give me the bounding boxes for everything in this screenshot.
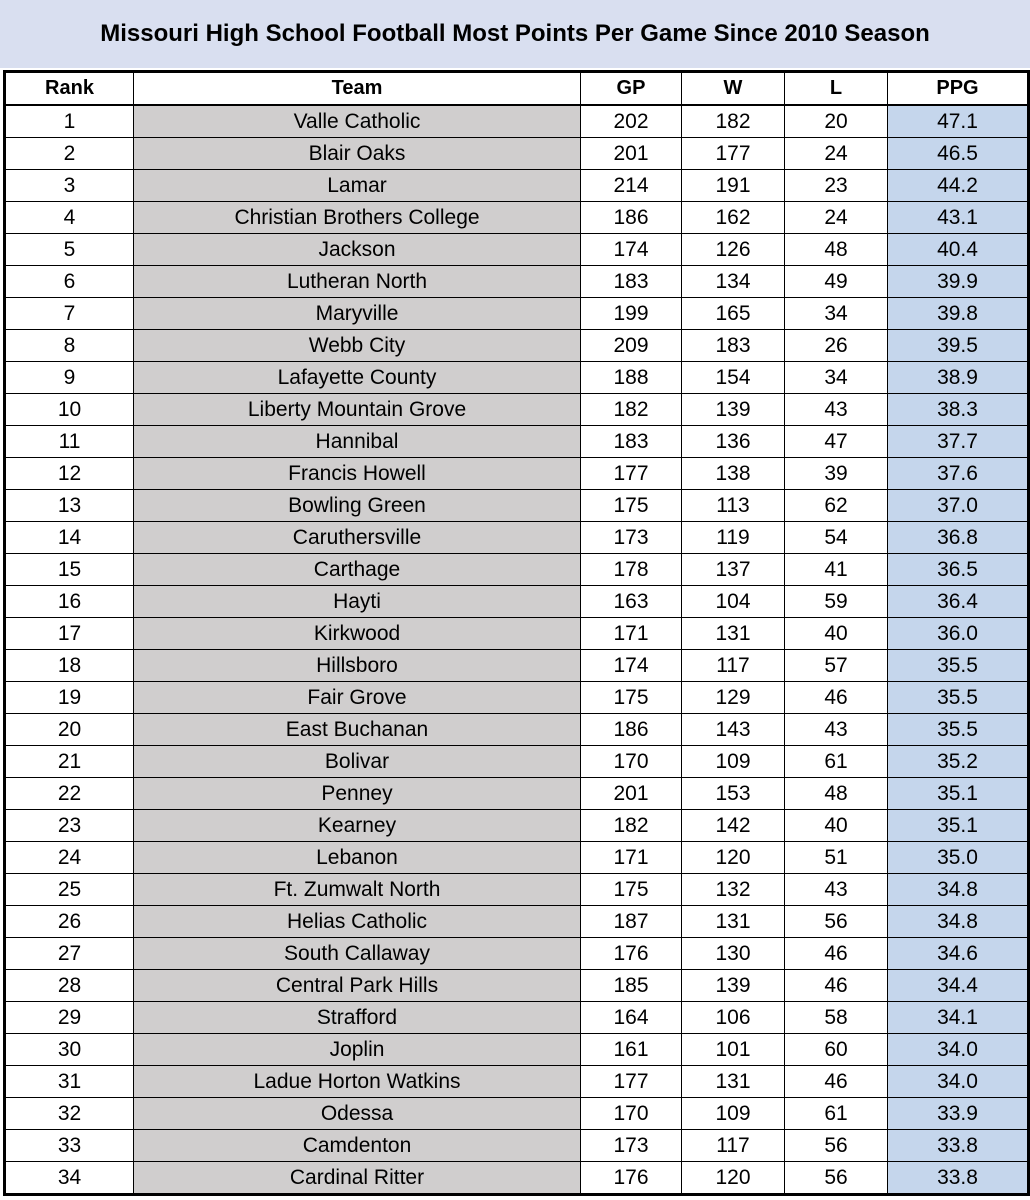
rank-cell: 2	[5, 138, 134, 170]
losses-cell: 48	[785, 234, 888, 266]
team-cell: Kirkwood	[134, 618, 581, 650]
ppg-cell: 35.1	[888, 810, 1029, 842]
ppg-cell: 35.5	[888, 714, 1029, 746]
ppg-cell: 40.4	[888, 234, 1029, 266]
table-row	[5, 650, 1029, 682]
team-cell: Camdenton	[134, 1130, 581, 1162]
table-row	[5, 714, 1029, 746]
stats-table-container	[3, 70, 1027, 1196]
team-cell: Kearney	[134, 810, 581, 842]
ppg-cell: 33.8	[888, 1162, 1029, 1195]
table-row	[5, 1002, 1029, 1034]
header-l: L	[785, 72, 888, 106]
rank-cell: 31	[5, 1066, 134, 1098]
losses-cell: 43	[785, 874, 888, 906]
table-row	[5, 1066, 1029, 1098]
rank-cell: 30	[5, 1034, 134, 1066]
rank-cell: 9	[5, 362, 134, 394]
ppg-cell: 33.8	[888, 1130, 1029, 1162]
team-cell: Fair Grove	[134, 682, 581, 714]
gp-cell: 199	[581, 298, 682, 330]
ppg-cell: 34.1	[888, 1002, 1029, 1034]
table-row	[5, 618, 1029, 650]
table-row	[5, 874, 1029, 906]
rank-cell: 4	[5, 202, 134, 234]
team-cell: Carthage	[134, 554, 581, 586]
table-row	[5, 170, 1029, 202]
ppg-cell: 47.1	[888, 105, 1029, 138]
rank-cell: 11	[5, 426, 134, 458]
table-row	[5, 810, 1029, 842]
gp-cell: 182	[581, 810, 682, 842]
table-row	[5, 105, 1029, 138]
gp-cell: 174	[581, 650, 682, 682]
gp-cell: 202	[581, 105, 682, 138]
gp-cell: 174	[581, 234, 682, 266]
gp-cell: 187	[581, 906, 682, 938]
gp-cell: 182	[581, 394, 682, 426]
wins-cell: 117	[682, 650, 785, 682]
table-row	[5, 394, 1029, 426]
gp-cell: 183	[581, 266, 682, 298]
team-cell: Bolivar	[134, 746, 581, 778]
losses-cell: 34	[785, 362, 888, 394]
rank-cell: 16	[5, 586, 134, 618]
gp-cell: 170	[581, 1098, 682, 1130]
wins-cell: 109	[682, 746, 785, 778]
wins-cell: 142	[682, 810, 785, 842]
losses-cell: 61	[785, 1098, 888, 1130]
team-cell: Lebanon	[134, 842, 581, 874]
ppg-cell: 36.0	[888, 618, 1029, 650]
page-title: Missouri High School Football Most Points Per Game Since 2010 Season	[0, 0, 1030, 68]
team-cell: Blair Oaks	[134, 138, 581, 170]
table-row	[5, 266, 1029, 298]
team-cell: Ft. Zumwalt North	[134, 874, 581, 906]
rank-cell: 3	[5, 170, 134, 202]
team-cell: East Buchanan	[134, 714, 581, 746]
losses-cell: 46	[785, 938, 888, 970]
table-row	[5, 234, 1029, 266]
table-row	[5, 330, 1029, 362]
rank-cell: 8	[5, 330, 134, 362]
table-body	[5, 105, 1029, 1195]
gp-cell: 161	[581, 1034, 682, 1066]
wins-cell: 154	[682, 362, 785, 394]
gp-cell: 175	[581, 682, 682, 714]
team-cell: Jackson	[134, 234, 581, 266]
wins-cell: 153	[682, 778, 785, 810]
team-cell: Hannibal	[134, 426, 581, 458]
losses-cell: 43	[785, 714, 888, 746]
rank-cell: 22	[5, 778, 134, 810]
wins-cell: 138	[682, 458, 785, 490]
ppg-cell: 34.8	[888, 906, 1029, 938]
ppg-cell: 36.8	[888, 522, 1029, 554]
wins-cell: 191	[682, 170, 785, 202]
wins-cell: 165	[682, 298, 785, 330]
table-row	[5, 138, 1029, 170]
losses-cell: 26	[785, 330, 888, 362]
gp-cell: 175	[581, 490, 682, 522]
table-row	[5, 842, 1029, 874]
losses-cell: 46	[785, 1066, 888, 1098]
gp-cell: 163	[581, 586, 682, 618]
wins-cell: 109	[682, 1098, 785, 1130]
gp-cell: 170	[581, 746, 682, 778]
ppg-cell: 35.0	[888, 842, 1029, 874]
gp-cell: 171	[581, 618, 682, 650]
table-row	[5, 1162, 1029, 1195]
team-cell: Liberty Mountain Grove	[134, 394, 581, 426]
losses-cell: 39	[785, 458, 888, 490]
rank-cell: 12	[5, 458, 134, 490]
table-row	[5, 362, 1029, 394]
table-row	[5, 426, 1029, 458]
losses-cell: 40	[785, 810, 888, 842]
rank-cell: 1	[5, 105, 134, 138]
table-row	[5, 1034, 1029, 1066]
losses-cell: 47	[785, 426, 888, 458]
gp-cell: 201	[581, 138, 682, 170]
losses-cell: 59	[785, 586, 888, 618]
wins-cell: 139	[682, 394, 785, 426]
losses-cell: 56	[785, 1130, 888, 1162]
rank-cell: 14	[5, 522, 134, 554]
gp-cell: 164	[581, 1002, 682, 1034]
team-cell: Webb City	[134, 330, 581, 362]
rank-cell: 32	[5, 1098, 134, 1130]
losses-cell: 46	[785, 682, 888, 714]
team-cell: Francis Howell	[134, 458, 581, 490]
team-cell: Helias Catholic	[134, 906, 581, 938]
team-cell: Lutheran North	[134, 266, 581, 298]
wins-cell: 129	[682, 682, 785, 714]
rank-cell: 15	[5, 554, 134, 586]
losses-cell: 60	[785, 1034, 888, 1066]
losses-cell: 23	[785, 170, 888, 202]
team-cell: Lamar	[134, 170, 581, 202]
gp-cell: 176	[581, 1162, 682, 1195]
ppg-cell: 39.5	[888, 330, 1029, 362]
losses-cell: 46	[785, 970, 888, 1002]
ppg-cell: 35.1	[888, 778, 1029, 810]
wins-cell: 183	[682, 330, 785, 362]
losses-cell: 56	[785, 906, 888, 938]
losses-cell: 24	[785, 202, 888, 234]
team-cell: Christian Brothers College	[134, 202, 581, 234]
ppg-cell: 34.6	[888, 938, 1029, 970]
ppg-cell: 43.1	[888, 202, 1029, 234]
wins-cell: 143	[682, 714, 785, 746]
rank-cell: 34	[5, 1162, 134, 1195]
rank-cell: 10	[5, 394, 134, 426]
ppg-cell: 46.5	[888, 138, 1029, 170]
gp-cell: 177	[581, 1066, 682, 1098]
ppg-cell: 35.5	[888, 682, 1029, 714]
rank-cell: 24	[5, 842, 134, 874]
gp-cell: 186	[581, 202, 682, 234]
ppg-cell: 33.9	[888, 1098, 1029, 1130]
gp-cell: 178	[581, 554, 682, 586]
header-row	[5, 72, 1029, 106]
wins-cell: 126	[682, 234, 785, 266]
wins-cell: 162	[682, 202, 785, 234]
table-row	[5, 298, 1029, 330]
team-cell: Caruthersville	[134, 522, 581, 554]
ppg-cell: 34.0	[888, 1066, 1029, 1098]
ppg-cell: 35.5	[888, 650, 1029, 682]
team-cell: Valle Catholic	[134, 105, 581, 138]
gp-cell: 177	[581, 458, 682, 490]
rank-cell: 18	[5, 650, 134, 682]
rank-cell: 5	[5, 234, 134, 266]
losses-cell: 48	[785, 778, 888, 810]
wins-cell: 120	[682, 842, 785, 874]
rank-cell: 26	[5, 906, 134, 938]
wins-cell: 104	[682, 586, 785, 618]
losses-cell: 54	[785, 522, 888, 554]
team-cell: Bowling Green	[134, 490, 581, 522]
rank-cell: 20	[5, 714, 134, 746]
stats-table	[3, 70, 1030, 1196]
ppg-cell: 35.2	[888, 746, 1029, 778]
losses-cell: 56	[785, 1162, 888, 1195]
rank-cell: 29	[5, 1002, 134, 1034]
table-row	[5, 522, 1029, 554]
team-cell: Cardinal Ritter	[134, 1162, 581, 1195]
table-row	[5, 746, 1029, 778]
ppg-cell: 37.6	[888, 458, 1029, 490]
rank-cell: 19	[5, 682, 134, 714]
wins-cell: 177	[682, 138, 785, 170]
wins-cell: 130	[682, 938, 785, 970]
gp-cell: 173	[581, 1130, 682, 1162]
wins-cell: 119	[682, 522, 785, 554]
header-rank: Rank	[5, 72, 134, 106]
team-cell: Hayti	[134, 586, 581, 618]
wins-cell: 137	[682, 554, 785, 586]
table-row	[5, 1130, 1029, 1162]
gp-cell: 175	[581, 874, 682, 906]
wins-cell: 131	[682, 906, 785, 938]
gp-cell: 209	[581, 330, 682, 362]
table-row	[5, 938, 1029, 970]
wins-cell: 131	[682, 1066, 785, 1098]
team-cell: Strafford	[134, 1002, 581, 1034]
wins-cell: 132	[682, 874, 785, 906]
wins-cell: 182	[682, 105, 785, 138]
ppg-cell: 34.0	[888, 1034, 1029, 1066]
losses-cell: 62	[785, 490, 888, 522]
wins-cell: 117	[682, 1130, 785, 1162]
wins-cell: 136	[682, 426, 785, 458]
team-cell: Joplin	[134, 1034, 581, 1066]
ppg-cell: 39.9	[888, 266, 1029, 298]
team-cell: Odessa	[134, 1098, 581, 1130]
wins-cell: 120	[682, 1162, 785, 1195]
ppg-cell: 36.4	[888, 586, 1029, 618]
rank-cell: 28	[5, 970, 134, 1002]
wins-cell: 134	[682, 266, 785, 298]
header-ppg: PPG	[888, 72, 1029, 106]
team-cell: Ladue Horton Watkins	[134, 1066, 581, 1098]
rank-cell: 13	[5, 490, 134, 522]
gp-cell: 185	[581, 970, 682, 1002]
team-cell: Maryville	[134, 298, 581, 330]
losses-cell: 51	[785, 842, 888, 874]
wins-cell: 113	[682, 490, 785, 522]
table-row	[5, 682, 1029, 714]
rank-cell: 25	[5, 874, 134, 906]
losses-cell: 61	[785, 746, 888, 778]
table-row	[5, 906, 1029, 938]
rank-cell: 33	[5, 1130, 134, 1162]
team-cell: Penney	[134, 778, 581, 810]
team-cell: South Callaway	[134, 938, 581, 970]
ppg-cell: 39.8	[888, 298, 1029, 330]
losses-cell: 41	[785, 554, 888, 586]
losses-cell: 20	[785, 105, 888, 138]
losses-cell: 43	[785, 394, 888, 426]
header-gp: GP	[581, 72, 682, 106]
table-row	[5, 586, 1029, 618]
ppg-cell: 37.7	[888, 426, 1029, 458]
table-row	[5, 970, 1029, 1002]
gp-cell: 201	[581, 778, 682, 810]
gp-cell: 214	[581, 170, 682, 202]
ppg-cell: 34.4	[888, 970, 1029, 1002]
rank-cell: 7	[5, 298, 134, 330]
team-cell: Central Park Hills	[134, 970, 581, 1002]
losses-cell: 34	[785, 298, 888, 330]
wins-cell: 131	[682, 618, 785, 650]
table-row	[5, 778, 1029, 810]
wins-cell: 139	[682, 970, 785, 1002]
gp-cell: 173	[581, 522, 682, 554]
rank-cell: 6	[5, 266, 134, 298]
losses-cell: 49	[785, 266, 888, 298]
table-row	[5, 490, 1029, 522]
header-team: Team	[134, 72, 581, 106]
gp-cell: 186	[581, 714, 682, 746]
table-row	[5, 202, 1029, 234]
table-row	[5, 1098, 1029, 1130]
rank-cell: 23	[5, 810, 134, 842]
losses-cell: 40	[785, 618, 888, 650]
team-cell: Hillsboro	[134, 650, 581, 682]
losses-cell: 24	[785, 138, 888, 170]
ppg-cell: 36.5	[888, 554, 1029, 586]
gp-cell: 176	[581, 938, 682, 970]
gp-cell: 183	[581, 426, 682, 458]
ppg-cell: 37.0	[888, 490, 1029, 522]
gp-cell: 171	[581, 842, 682, 874]
header-w: W	[682, 72, 785, 106]
rank-cell: 17	[5, 618, 134, 650]
losses-cell: 58	[785, 1002, 888, 1034]
wins-cell: 101	[682, 1034, 785, 1066]
table-row	[5, 554, 1029, 586]
wins-cell: 106	[682, 1002, 785, 1034]
ppg-cell: 44.2	[888, 170, 1029, 202]
gp-cell: 188	[581, 362, 682, 394]
team-cell: Lafayette County	[134, 362, 581, 394]
ppg-cell: 34.8	[888, 874, 1029, 906]
rank-cell: 21	[5, 746, 134, 778]
losses-cell: 57	[785, 650, 888, 682]
rank-cell: 27	[5, 938, 134, 970]
table-row	[5, 458, 1029, 490]
ppg-cell: 38.3	[888, 394, 1029, 426]
ppg-cell: 38.9	[888, 362, 1029, 394]
